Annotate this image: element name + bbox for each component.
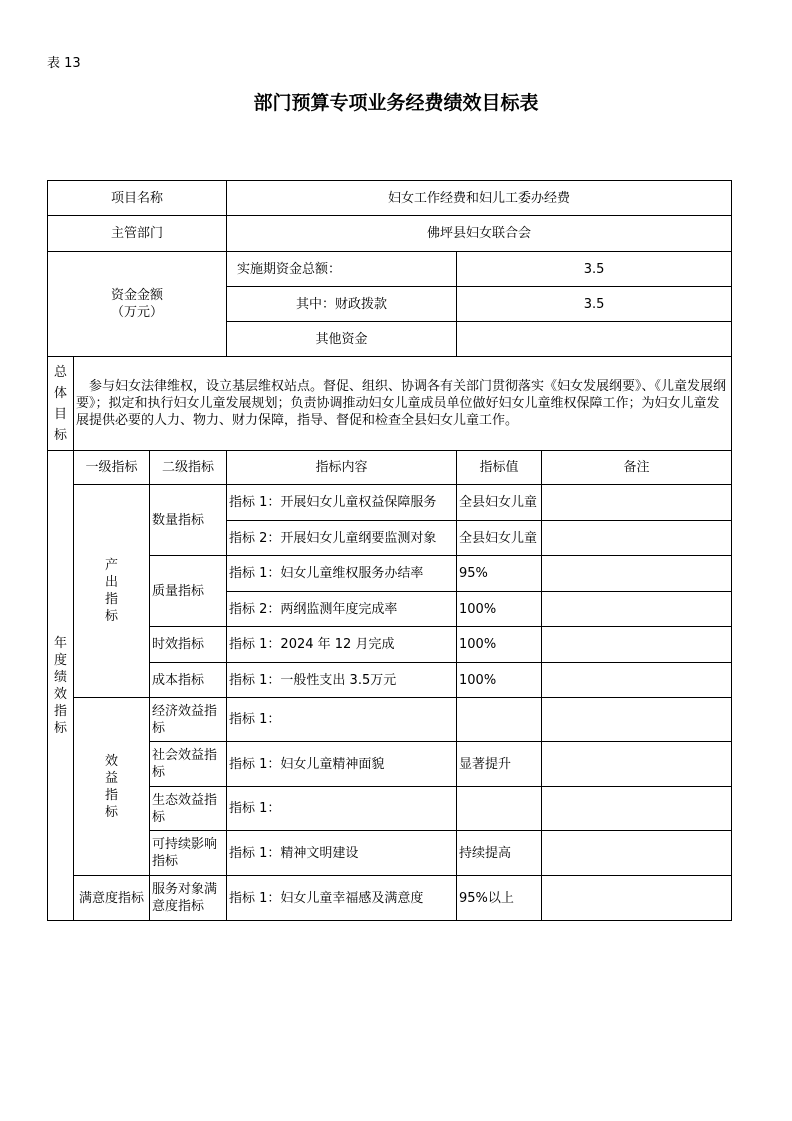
other-funds-value — [457, 322, 732, 357]
table-row — [48, 181, 732, 216]
level2-social: 社会效益指标 — [150, 742, 227, 787]
indicator-content: 指标 1：开展妇女儿童权益保障服务 — [227, 485, 457, 521]
indicator-content: 指标 1：妇女儿童幸福感及满意度 — [227, 876, 457, 921]
indicator-note — [542, 876, 732, 921]
table-row — [48, 451, 732, 485]
funds-label-line2: （万元） — [111, 305, 164, 320]
level2-ecological: 生态效益指标 — [150, 787, 227, 831]
table-row — [48, 252, 732, 287]
fiscal-funds-label: 其中：财政拨款 — [227, 287, 457, 322]
indicator-value — [457, 698, 542, 742]
level2-sustainable: 可持续影响指标 — [150, 831, 227, 876]
project-name-label: 项目名称 — [48, 181, 227, 216]
overall-goal-text: 参与妇女法律维权，设立基层维权站点。督促、组织、协调各有关部门贯彻落实《妇女发展纲要》、《儿童发展纲要》；拟定和执行妇女儿童发展规划；负责协调推动妇女儿童成员单位做好妇女儿童维权保障工作；为妇女儿童发展提供必要的人力、物力、财力保障，指导、督促和检查全县妇女儿童工作。 — [74, 357, 732, 451]
header-value: 指标值 — [457, 451, 542, 485]
table-row — [48, 627, 732, 663]
indicator-note — [542, 663, 732, 698]
indicator-content: 指标 1：2024 年 12 月完成 — [227, 627, 457, 663]
annual-indicator-label: 年 度 绩 效 指 标 — [48, 451, 74, 921]
table-row — [48, 663, 732, 698]
table-row — [48, 787, 732, 831]
level2-quality: 质量指标 — [150, 556, 227, 627]
table-row — [48, 742, 732, 787]
level2-cost: 成本指标 — [150, 663, 227, 698]
funds-label-line1: 资金金额 — [111, 288, 164, 303]
other-funds-label: 其他资金 — [227, 322, 457, 357]
indicator-value: 100% — [457, 663, 542, 698]
level2-economic: 经济效益指标 — [150, 698, 227, 742]
indicator-value — [457, 787, 542, 831]
satisfaction-indicator-label: 满意度指标 — [74, 876, 150, 921]
indicator-content: 指标 2：开展妇女儿童纲要监测对象 — [227, 521, 457, 556]
indicator-value: 全县妇女儿童 — [457, 485, 542, 521]
indicator-value: 全县妇女儿童 — [457, 521, 542, 556]
total-funds-label: 实施期资金总额： — [227, 252, 457, 287]
indicator-note — [542, 627, 732, 663]
header-level1: 一级指标 — [74, 451, 150, 485]
level2-timeliness: 时效指标 — [150, 627, 227, 663]
indicator-value: 100% — [457, 592, 542, 627]
benefit-indicator-label: 效 益 指 标 — [74, 698, 150, 876]
indicator-value: 100% — [457, 627, 542, 663]
performance-table — [47, 180, 732, 921]
table-row — [48, 357, 732, 451]
table-row — [48, 556, 732, 592]
project-name-value: 妇女工作经费和妇儿工委办经费 — [227, 181, 732, 216]
total-funds-value: 3.5 — [457, 252, 732, 287]
header-content: 指标内容 — [227, 451, 457, 485]
dept-value: 佛坪县妇女联合会 — [227, 216, 732, 252]
indicator-note — [542, 556, 732, 592]
table-row — [48, 698, 732, 742]
indicator-value: 95%以上 — [457, 876, 542, 921]
table-row — [48, 216, 732, 252]
header-note: 备注 — [542, 451, 732, 485]
indicator-note — [542, 521, 732, 556]
output-indicator-label: 产 出 指 标 — [74, 485, 150, 698]
table-row — [48, 485, 732, 521]
indicator-content: 指标 1： — [227, 787, 457, 831]
fiscal-funds-value: 3.5 — [457, 287, 732, 322]
indicator-content: 指标 1： — [227, 698, 457, 742]
indicator-value: 95% — [457, 556, 542, 592]
indicator-value: 持续提高 — [457, 831, 542, 876]
indicator-note — [542, 485, 732, 521]
indicator-content: 指标 1：妇女儿童精神面貌 — [227, 742, 457, 787]
indicator-value: 显著提升 — [457, 742, 542, 787]
level2-quantity: 数量指标 — [150, 485, 227, 556]
table-row — [48, 876, 732, 921]
indicator-note — [542, 698, 732, 742]
indicator-note — [542, 742, 732, 787]
page-title: 部门预算专项业务经费绩效目标表 — [253, 92, 539, 114]
table-number-label: 表 13 — [47, 56, 81, 71]
dept-label: 主管部门 — [48, 216, 227, 252]
level2-service-satisfaction: 服务对象满意度指标 — [150, 876, 227, 921]
funds-label — [48, 252, 227, 357]
table-row — [48, 831, 732, 876]
indicator-note — [542, 592, 732, 627]
indicator-content: 指标 1：精神文明建设 — [227, 831, 457, 876]
indicator-note — [542, 831, 732, 876]
indicator-content: 指标 2：两纲监测年度完成率 — [227, 592, 457, 627]
overall-goal-label: 总 体 目 标 — [48, 357, 74, 451]
header-level2: 二级指标 — [150, 451, 227, 485]
indicator-content: 指标 1：妇女儿童维权服务办结率 — [227, 556, 457, 592]
indicator-note — [542, 787, 732, 831]
indicator-content: 指标 1：一般性支出 3.5万元 — [227, 663, 457, 698]
